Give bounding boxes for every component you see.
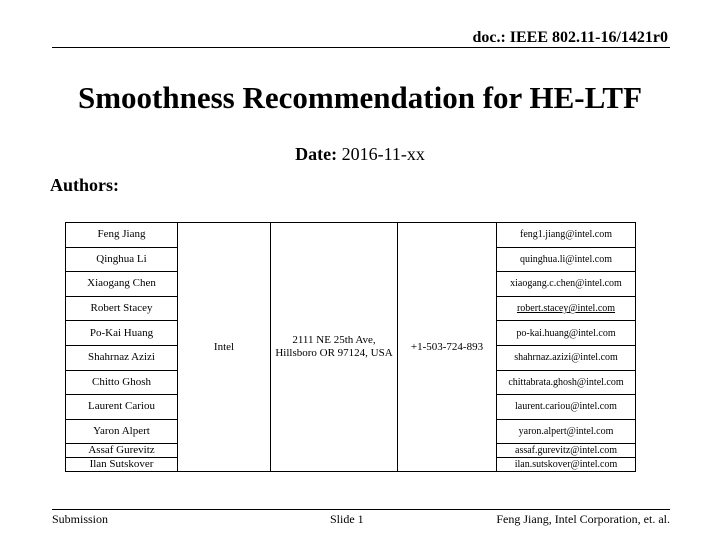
- author-name: Laurent Cariou: [66, 395, 178, 420]
- affiliation-cell: Intel: [178, 223, 271, 472]
- author-email: ilan.sutskover@intel.com: [497, 458, 636, 472]
- footer-divider: [52, 509, 670, 510]
- author-email: shahrnaz.azizi@intel.com: [497, 345, 636, 370]
- address-cell: 2111 NE 25th Ave, Hillsboro OR 97124, USA: [271, 223, 398, 472]
- date-label: Date:: [295, 144, 338, 164]
- document-id: doc.: IEEE 802.11-16/1421r0: [472, 29, 668, 46]
- author-name: Feng Jiang: [66, 223, 178, 248]
- slide-title: Smoothness Recommendation for HE-LTF: [77, 80, 643, 115]
- authors-heading: Authors:: [50, 175, 120, 195]
- footer-submission: Submission: [52, 512, 109, 526]
- author-email: chittabrata.ghosh@intel.com: [497, 370, 636, 395]
- author-name: Chitto Ghosh: [66, 370, 178, 395]
- author-name: Qinghua Li: [66, 247, 178, 272]
- phone-cell: +1-503-724-893: [398, 223, 497, 472]
- authors-table: [65, 222, 636, 472]
- author-name: Robert Stacey: [66, 296, 178, 321]
- table-row: [66, 223, 636, 248]
- footer-slide-number: Slide 1: [330, 512, 364, 526]
- author-name: Yaron Alpert: [66, 419, 178, 444]
- footer-author-credit: Feng Jiang, Intel Corporation, et. al.: [496, 512, 670, 526]
- author-name: Assaf Gurevitz: [66, 444, 178, 458]
- author-email: xiaogang.c.chen@intel.com: [497, 272, 636, 297]
- header-divider: [52, 47, 670, 48]
- author-name: Ilan Sutskover: [66, 458, 178, 472]
- author-email: yaron.alpert@intel.com: [497, 419, 636, 444]
- author-email: quinghua.li@intel.com: [497, 247, 636, 272]
- date-line: [0, 144, 720, 165]
- author-email: laurent.cariou@intel.com: [497, 395, 636, 420]
- author-name: Xiaogang Chen: [66, 272, 178, 297]
- author-email: po-kai.huang@intel.com: [497, 321, 636, 346]
- author-name: Po-Kai Huang: [66, 321, 178, 346]
- author-name: Shahrnaz Azizi: [66, 345, 178, 370]
- date-value: 2016-11-xx: [341, 144, 425, 164]
- author-email: feng1.jiang@intel.com: [497, 223, 636, 248]
- author-email: assaf.gurevitz@intel.com: [497, 444, 636, 458]
- author-email-link[interactable]: robert.stacey@intel.com: [497, 296, 636, 321]
